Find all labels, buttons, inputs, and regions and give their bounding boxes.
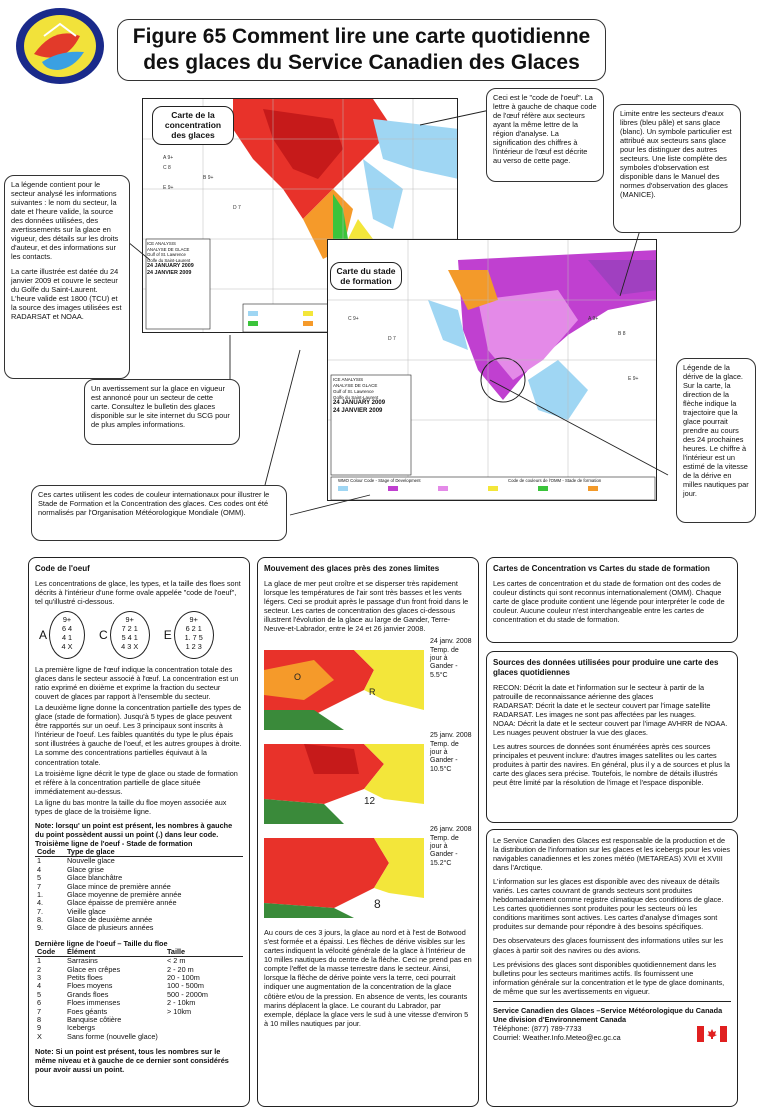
movement-map-3-row	[264, 826, 472, 924]
movement-panel	[257, 557, 479, 1107]
limit-callout	[613, 104, 741, 233]
egg-row: 4 1	[61, 633, 73, 643]
svg-text:C 8: C 8	[163, 165, 171, 171]
egg-letter: E	[163, 627, 172, 642]
map-date: 26 janv. 2008	[430, 826, 472, 834]
egg-note-2: Note: Si un point est présent, tous les nombres sur le même niveau et à gauche de ce dernier sont considérés pour avoir aussi un point.	[35, 1047, 229, 1075]
egg-line3-desc: La troisième ligne décrit le type de glace ou stade de formation et réfère à la concentration partielle de glace située immédiatement au-dessus.	[35, 768, 238, 796]
egg-example	[99, 611, 150, 659]
movement-map-3	[264, 838, 424, 918]
movement-map-1-row	[264, 638, 472, 732]
egg-row: 7 2 1	[121, 624, 138, 634]
cis-info-p4: Les prévisions des glaces sont disponibles quotidiennement dans les bulletins pour les secteurs maritimes actifs. Ils fournissent une information générale sur la concentration et le type de glace dominants, de même que sur les avertissements en vigueur.	[493, 959, 725, 996]
drift-callout-text: Légende de la dérive de la glace. Sur la carte, la direction de la flèche indique la trajectoire que la glace pourrait prendre au cours des 24 prochaines heures. Le chiffre à l'intérieur est un estimé de la vitesse de la dérive en milles nautiques par jour.	[683, 363, 749, 499]
svg-text:E 9+: E 9+	[628, 376, 639, 382]
table-cell: 4	[37, 864, 42, 874]
table-cell: 8	[37, 1015, 42, 1025]
map-types-text: Les cartes de concentration et du stade de formation ont des codes de couleur distincts qui sont reconnus internationalement (OMM). Chaque carte de glace produite contient une légende pour interpréter le code de couleur. Aucune couleur n'est interchangeable entre les cartes de concentration et du stade de formation.	[493, 578, 725, 625]
table-cell: Foes géants	[67, 1006, 108, 1016]
table-cell: 7	[37, 1006, 42, 1016]
contact-email[interactable]: Courriel: Weather.Info.Meteo@ec.gc.ca	[493, 1032, 621, 1042]
data-sources-box	[486, 651, 738, 823]
cis-info-p1: Le Service Canadien des Glaces est responsable de la production et de la distribution de l'information sur les glaces et les icebergs pour les voies navigables canadiennes et les zones météo (METAREAS) XVII et XVIII dans l'Arctique.	[493, 836, 731, 873]
movement-map-2-row	[264, 732, 472, 826]
table-cell: 9	[37, 1023, 42, 1033]
table-row	[35, 924, 243, 932]
egg-row: 5 4 1	[121, 633, 138, 643]
table-cell: Glace en crêpes	[67, 964, 121, 974]
table-cell: 7.	[37, 906, 44, 916]
legend-date-fr: 24 JANVIER 2009	[333, 408, 383, 415]
legend-line: Golfe du Saint-Laurent	[333, 394, 379, 400]
egg-line4-desc: La ligne du bas montre la taille du floe moyen associée aux types de glace de la troisième ligne.	[35, 797, 227, 816]
table-cell: 4	[37, 981, 42, 991]
stage-table	[35, 848, 243, 933]
table-cell: Floes moyens	[67, 981, 113, 991]
stage-map-label: Carte du stade de formation	[330, 262, 402, 290]
map-types-heading: Cartes de Concentration vs Cartes du stade de formation	[493, 564, 710, 573]
table-cell: 6	[37, 998, 42, 1008]
egg-row: 1. 7 5	[184, 633, 203, 643]
table-cell: 2	[37, 964, 42, 974]
stage-table-title: Troisième ligne de l'oeuf - Stade de formation	[35, 838, 193, 848]
legend-line: Gulf of St. Lawrence	[147, 252, 186, 258]
movement-map-2	[264, 744, 424, 824]
header-cell: Taille	[165, 948, 243, 957]
egg-top: 9+	[189, 615, 198, 625]
cis-info-p2: L'information sur les glaces est disponible avec des niveaux de détails variés. Les cartes couvrant de grands secteurs sont produites hebdomadairement comme registre climatique des conditions de glace. Les cartes quotidiennes sont produites pour les secteurs où les conditions maritimes sont actives. Les cartes d'analyse d'images sont produites sur demande pour répondre à des besoins spécifiques.	[493, 877, 724, 932]
table-cell: Glace de plusieurs années	[67, 923, 154, 933]
stage-footer-left: WMO Colour Code - Stage of Development	[338, 478, 421, 483]
table-cell: 1	[37, 956, 42, 966]
map-temp-label: Temp. de jour à	[430, 740, 459, 756]
movement-map-2-caption	[430, 732, 472, 774]
egg-code-callout	[486, 88, 604, 182]
egg-code-intro: Les concentrations de glace, les types, et la taille des floes sont décrits à l'intérieur d'une forme ovale appelée "code de l'oeuf", tel qu'illustré ci-dessous.	[35, 578, 241, 606]
svg-text:E 9+: E 9+	[163, 185, 174, 191]
movement-intro: La glace de mer peut croître et se disperser très rapidement lorsque les températures de l'air sont très basses et les vents légers. Ceci se produit après le passage d'un front froid dans le secteur. Les cartes de concentration des glaces ci-dessous illustrent l'évolution de la glace au large de Gander, Terre-Neuve-et-Labrador, entre le 24 et 26 janvier 2008.	[264, 578, 469, 634]
stage-footer-right: Code de couleurs de l'OMM - Stade de formation	[508, 478, 602, 483]
svg-text:A 9+: A 9+	[163, 155, 174, 161]
floe-table-title: Dernière ligne de l'oeuf – Taille du floe	[35, 938, 168, 948]
table-cell: Glace grise	[67, 864, 104, 874]
egg-oval	[110, 611, 150, 659]
contact-block	[493, 1001, 731, 1042]
map-types-box	[486, 557, 738, 643]
map-temp-label: Temp. de jour à	[430, 646, 459, 662]
table-cell: Sarrasins	[67, 956, 98, 966]
legend-date: 24 JANUARY 2009	[333, 400, 386, 407]
map-date: 24 janv. 2008	[430, 638, 472, 646]
egg-letter: C	[99, 627, 108, 642]
table-cell: 5	[37, 989, 42, 999]
warning-callout	[84, 379, 240, 445]
egg-row: 1 2 3	[185, 642, 202, 652]
egg-row: 6 2 1	[185, 624, 202, 634]
egg-oval	[174, 611, 214, 659]
table-cell: 1.	[37, 889, 44, 899]
legend-line: ANALYSE DE GLACE	[147, 246, 190, 252]
contact-org: Service Canadien des Glaces –Service Météorologique du Canada	[493, 1005, 723, 1015]
movement-body: Au cours de ces 3 jours, la glace au nord et à l'est de Botwood s'est formée et a épaissi. Les flèches de dérive visibles sur les cartes indiquent la vélocité générale de la glace à l'intérieur de 10 milles nautiques du centre de la flèche. Ceci ne prend pas en compte l'effet de la masse terrestre dans le secteur. Ainsi, lorsque la flèche de dérive pointe vers la terre, ceci pourrait indiquer une augmentation de la concentration de la glace côtière et/ou de la pression. En absence de vents, les courants marins déplacent la glace. Le courant du Labrador, par exemple, déplace la glace vers le sud à une vitesse d'environ 5 à 10 milles nautiques par jour.	[264, 928, 472, 1028]
table-cell	[165, 1033, 243, 1041]
title-line-2: des glaces du Service Canadien des Glaces	[143, 51, 580, 74]
table-cell: Petits floes	[67, 973, 103, 983]
table-cell	[165, 1016, 243, 1024]
egg-top: 9+	[125, 615, 134, 625]
recon-text: RECON: Décrit la date et l'information sur le secteur à partir de la patrouille de reconnaissance aérienne des glaces	[493, 682, 705, 701]
map-temp-value: Gander - 5.5°C	[430, 663, 458, 679]
table-cell: Sans forme (nouvelle glace)	[67, 1031, 158, 1041]
svg-text:8: 8	[374, 897, 381, 912]
cis-info-box	[486, 829, 738, 1107]
table-cell: 5	[37, 873, 42, 883]
table-cell: Icebergs	[67, 1023, 95, 1033]
legend-line: Gulf of St. Lawrence	[333, 388, 374, 394]
legend-callout	[4, 175, 130, 379]
map-temp-value: Gander - 10.5°C	[430, 757, 458, 773]
egg-row: 6 4	[61, 624, 73, 634]
contact-phone: Téléphone: (877) 789-7733	[493, 1023, 582, 1033]
svg-text:B 9+: B 9+	[203, 175, 214, 181]
other-sources-text: Les autres sources de données sont énumérées après ces sources principales et peuvent inclure: d'autres images satellites ou les cartes produites à partir des navires. En général, plus il y a de sources et plus la carte des glaces sera précise. Toutefois, le nombre de détails illustrés peut être limité par la résolution de l'image et l'espace disponible.	[493, 742, 730, 788]
svg-text:D 7: D 7	[388, 336, 396, 342]
legend-callout-p2: La carte illustrée est datée du 24 janvier 2009 et couvre le secteur du Golfe du Saint-Laurent. L'heure valide est 1800 (TCU) et la source des images utilisées est RADARSAT et NOAA.	[11, 267, 122, 322]
svg-text:C 9+: C 9+	[348, 316, 359, 322]
title-line-1: Figure 65 Comment lire une carte quotidienne	[132, 25, 591, 48]
legend-line: ICE ANALYSIS	[333, 377, 364, 382]
svg-text:B 8: B 8	[618, 331, 626, 337]
table-cell: Floes immenses	[67, 998, 121, 1008]
egg-oval	[49, 611, 85, 659]
drift-callout	[676, 358, 756, 523]
table-cell: Nouvelle glace	[67, 856, 115, 866]
egg-example	[164, 611, 214, 659]
egg-note-1: Note: lorsqu' un point est présent, les nombres à gauche du point possèdent aussi un point (.) dans leur code.	[35, 820, 233, 839]
map-temp-label: Temp. de jour à	[430, 834, 459, 850]
legend-callout-p1: La légende contient pour le secteur analysé les informations suivantes : le nom du secteur, la date et l'heure valide, la source des données utilisées, des avertissements sur la glace en vigueur, des détails sur les droits d'auteur, et des informations sur les contacts.	[11, 180, 119, 262]
egg-code-callout-text: Ceci est le "code de l'oeuf". La lettre à gauche de chaque code de l'œuf réfère aux secteurs ayant la même lettre de la région d'analyse. La signification des chiffres à l'intérieur de l'œuf est décrite au verso de cette page.	[493, 93, 597, 166]
table-cell: Grands floes	[67, 989, 109, 999]
svg-text:R: R	[369, 687, 376, 698]
legend-line: Golfe du Saint-Laurent	[147, 257, 191, 263]
egg-row: 4 3 X	[121, 642, 139, 652]
table-cell: Banquise côtière	[67, 1015, 122, 1025]
egg-example	[39, 611, 85, 659]
legend-line: ANALYSE DE GLACE	[333, 382, 378, 388]
cis-info-p3: Des observateurs des glaces fournissent des informations utiles sur les glaces à partir soit des navires ou des avions.	[493, 936, 723, 955]
movement-map-3-caption	[430, 826, 472, 868]
movement-map-1	[264, 650, 424, 730]
svg-text:A 9+: A 9+	[588, 316, 599, 322]
data-sources-heading: Sources des données utilisées pour produire une carte des glaces quotidiennes	[493, 658, 719, 677]
table-cell: 9.	[37, 923, 44, 933]
table-cell: 2 - 20 m	[167, 964, 194, 974]
table-cell: 500 - 2000m	[167, 989, 208, 999]
egg-line1-desc: La première ligne de l'œuf indique la concentration totale des glaces dans le secteur associé à l'œuf. La concentration est un ratio exprimé en dixième et exprime la fraction du secteur couvert de glaces par rapport à l'ensemble du secteur.	[35, 665, 239, 702]
table-cell: > 10km	[167, 1006, 192, 1016]
table-cell: Vieille glace	[67, 906, 106, 916]
canada-flag-icon	[697, 1026, 727, 1042]
svg-text:D 7: D 7	[233, 205, 241, 211]
table-cell	[165, 1024, 243, 1032]
table-cell: 7	[37, 881, 42, 891]
movement-heading: Mouvement des glaces près des zones limites	[264, 564, 440, 573]
contact-division: Une division d'Environnement Canada	[493, 1014, 627, 1024]
table-cell: Glace mince de première année	[67, 881, 171, 891]
table-cell: < 2 m	[167, 956, 186, 966]
warning-callout-text: Un avertissement sur la glace en vigueur est annoncé pour un secteur de cette carte. Consultez le bulletin des glaces disponible sur le site internet du SCG pour de plus amples informations.	[91, 384, 230, 430]
table-cell: Glace blanchâtre	[67, 873, 123, 883]
legend-line: ICE ANALYSIS	[147, 241, 176, 246]
table-cell: 4.	[37, 898, 44, 908]
radarsat-text: RADARSAT: Décrit la date et le secteur couvert par l'image satellite RADARSAT. Les images ne sont pas affectées par les nuages.	[493, 700, 711, 719]
header-cell: Élément	[65, 948, 165, 957]
table-cell: 8.	[37, 915, 44, 925]
egg-code-heading: Code de l'oeuf	[35, 564, 90, 573]
egg-top: 9+	[62, 615, 72, 625]
table-cell: 1	[37, 856, 42, 866]
table-cell: Glace moyenne de première année	[67, 889, 182, 899]
table-cell: 20 - 100m	[167, 973, 200, 983]
svg-text:12: 12	[364, 796, 376, 808]
movement-map-1-caption	[430, 638, 472, 680]
header-cell: Type de glace	[65, 848, 243, 857]
table-cell: 100 - 500m	[167, 981, 204, 991]
legend-date-fr: 24 JANVIER 2009	[147, 270, 192, 277]
map-date: 25 janv. 2008	[430, 732, 472, 740]
limit-callout-text: Limite entre les secteurs d'eaux libres (bleu pâle) et sans glace (blanc). Un symbole particulier est attribué aux secteurs sans glace pour les distinguer des autres secteurs. Une liste complète des symboles d'observation est disponible dans le Manuel des normes d'observation des glaces (MANICE).	[620, 109, 732, 200]
header-cell: Code	[35, 948, 65, 957]
table-row	[35, 1033, 243, 1041]
egg-examples	[39, 611, 243, 659]
header-cell: Code	[35, 848, 65, 857]
egg-row: 4 X	[61, 642, 73, 652]
table-cell: 2 - 10km	[167, 998, 196, 1008]
concentration-map-label: Carte de la concentration des glaces	[152, 106, 234, 145]
noaa-text: NOAA: Décrit la date et le secteur couvert par l'image AVHRR de NOAA. Les nuages peuvent obstruer la vue des glaces.	[493, 719, 728, 738]
colour-codes-callout	[31, 485, 287, 541]
egg-line2-desc: La deuxième ligne donne la concentration partielle des types de glace (stade de formation). Jusqu'à 5 types de glace peuvent être rapportés sur un oeuf. Les 3 principaux sont inscrits à l'intérieur de l'oeuf. Les faibles quantités du type le plus épais sont illustrées à gauche de l'oeuf, et les autres groupes à droite. La somme des concentrations partielles équivaut à la concentration totale.	[35, 703, 242, 767]
egg-code-panel	[28, 557, 250, 1107]
table-cell: 3	[37, 973, 42, 983]
egg-letter: A	[39, 627, 48, 642]
table-cell: Glace épaisse de première année	[67, 898, 177, 908]
legend-date: 24 JANUARY 2009	[147, 263, 194, 270]
svg-text:O: O	[294, 672, 302, 683]
floe-table	[35, 948, 243, 1041]
colour-codes-callout-text: Ces cartes utilisent les codes de couleur internationaux pour illustrer le Stade de Formation et la Concentration des glaces. Ces codes ont été normalisés par l'Organisation Météorologique Mondiale (OMM).	[38, 490, 270, 518]
map-temp-value: Gander - 15.2°C	[430, 851, 458, 867]
table-cell: X	[37, 1031, 42, 1041]
table-cell: Glace de deuxième année	[67, 915, 153, 925]
